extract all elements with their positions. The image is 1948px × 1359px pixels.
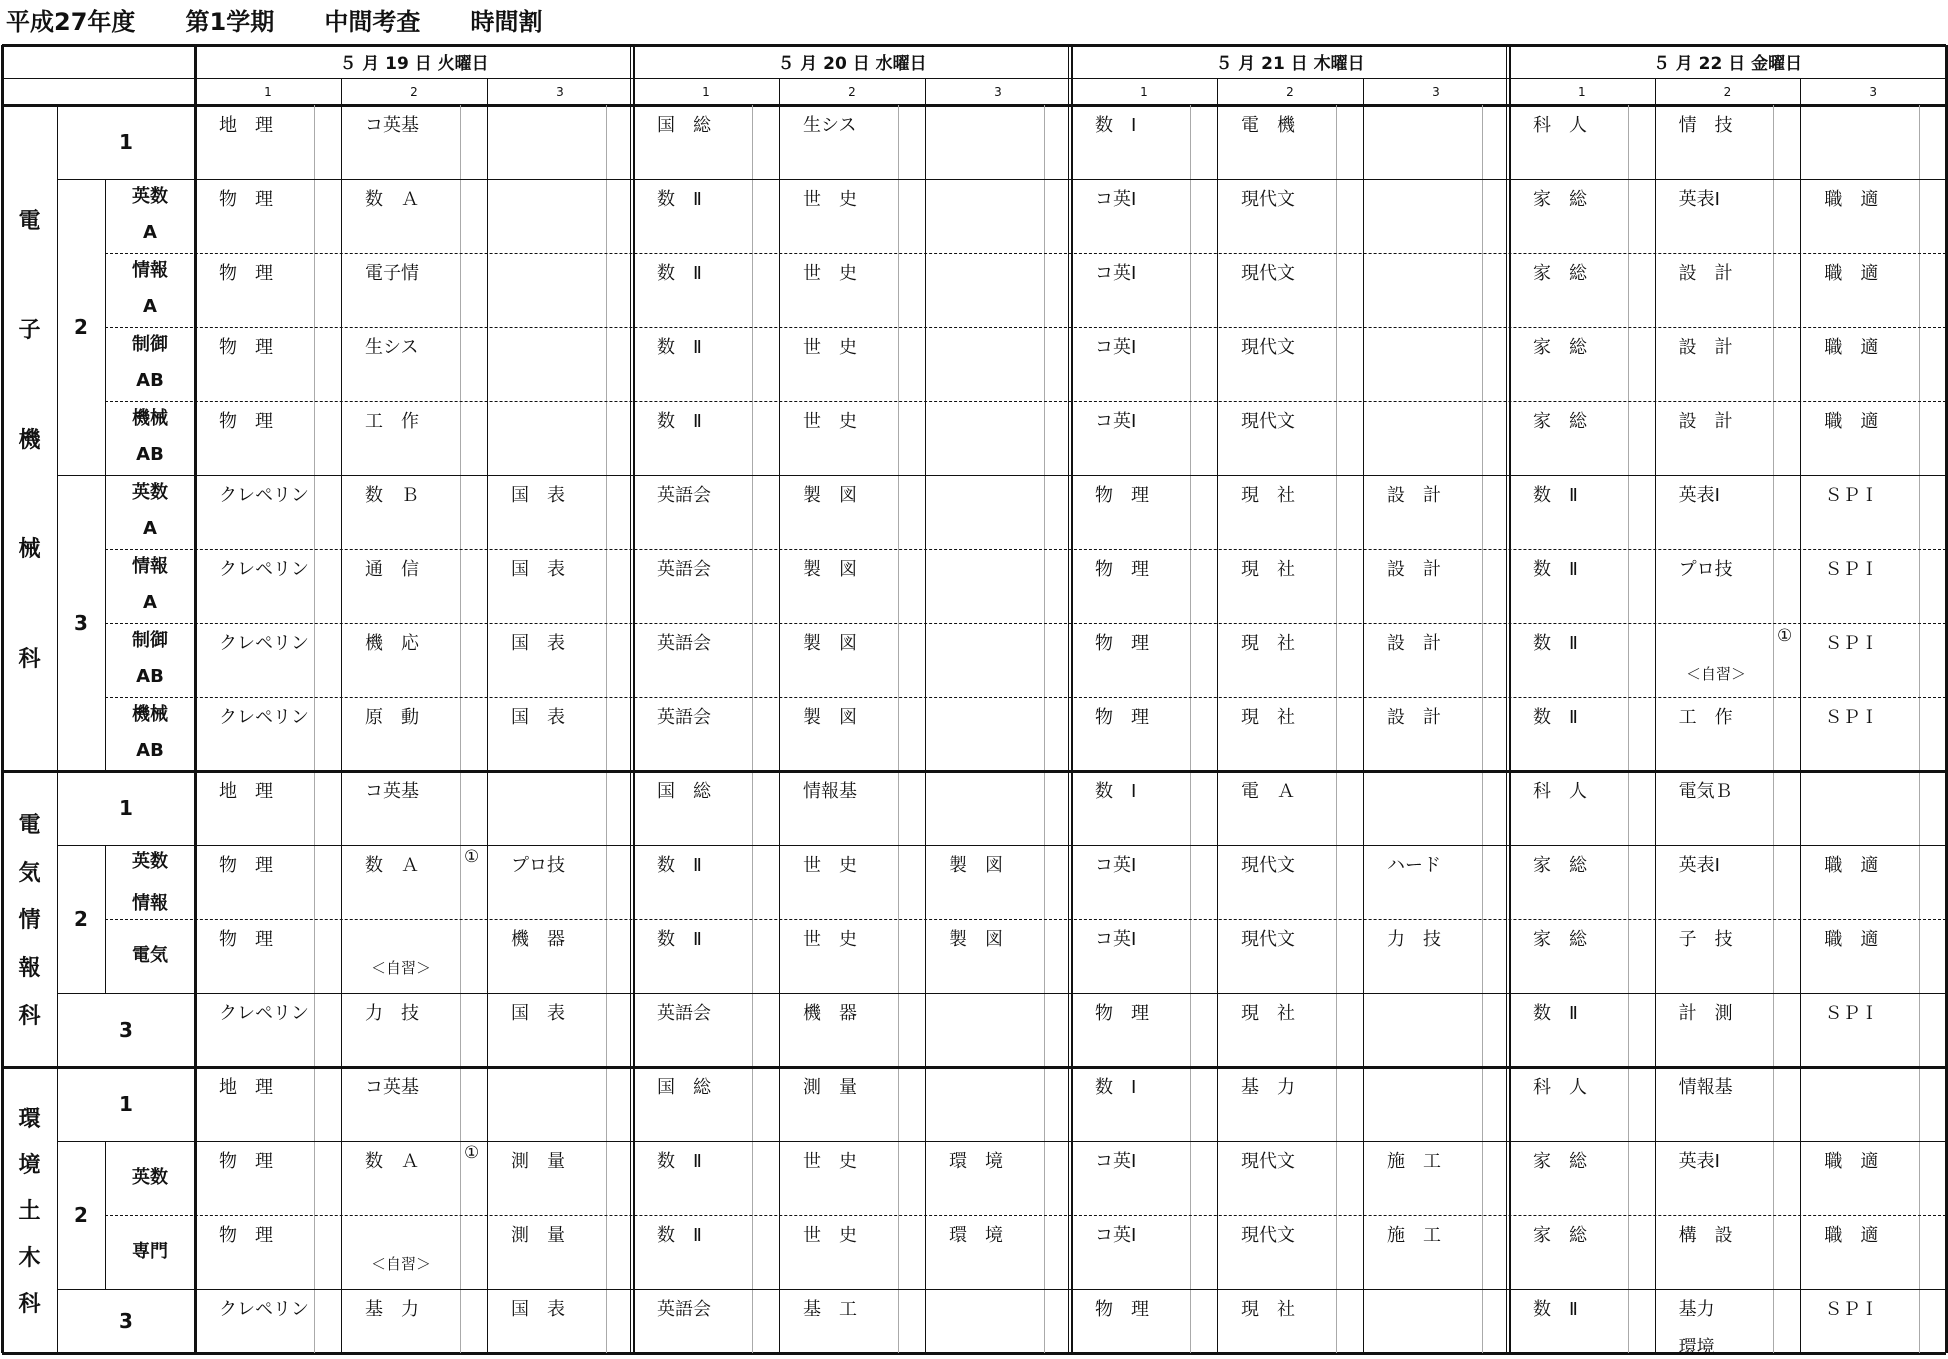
class-label: 機械 AB (132, 408, 168, 465)
subject-cell: ＳＰＩ (1824, 485, 1879, 506)
subject-cell: コ英Ⅰ (1095, 411, 1137, 432)
subject-cell: 物 理 (1095, 1299, 1149, 1320)
year-label: 1 (119, 1092, 133, 1116)
subject-cell: 英語会 (657, 707, 711, 728)
subject-cell: 職 適 (1824, 1151, 1879, 1172)
subject-cell: 物 理 (1095, 1003, 1149, 1024)
subject-cell: コ英Ⅰ (1095, 1151, 1137, 1172)
grid-line (1071, 45, 1073, 1353)
subject-cell: 数 Ⅱ (657, 337, 702, 358)
day-header: ５ 月 20 日 水曜日 (777, 54, 927, 74)
subject-cell: 数 Ⅱ (1533, 1003, 1578, 1024)
grid-line (105, 919, 1946, 920)
grid-line (105, 253, 1946, 254)
subject-cell: 設 計 (1387, 559, 1441, 580)
grid-line (1336, 105, 1337, 1353)
subject-cell: 製 図 (803, 707, 857, 728)
subject-cell: 電 機 (1241, 115, 1295, 136)
grid-line (57, 1141, 1946, 1142)
subject-cell: 計 測 (1678, 1003, 1733, 1024)
grid-line (1190, 105, 1191, 1353)
subject-cell: 家 総 (1533, 189, 1587, 210)
subject-cell: 現代文 (1241, 337, 1295, 358)
subject-cell: 英語会 (657, 633, 711, 654)
subject-cell: 物 理 (219, 855, 273, 876)
subject-cell: 職 適 (1824, 1225, 1879, 1246)
subject-cell: プロ技 (511, 855, 565, 876)
subject-cell: 国 表 (511, 1299, 565, 1320)
page-title: 平成27年度 第1学期 中間考査 時間割 (6, 8, 543, 36)
grid-line (57, 105, 58, 1353)
subject-cell: 原 動 (365, 707, 419, 728)
grid-line (779, 78, 780, 1353)
year-label: 2 (74, 315, 88, 339)
grid-line (1044, 105, 1045, 1353)
subject-cell (925, 105, 1071, 179)
subject-cell (925, 1289, 1071, 1353)
subject-cell: 現代文 (1241, 189, 1295, 210)
subject-cell: 英語会 (657, 1003, 711, 1024)
grid-line (57, 179, 1946, 180)
period-number: 2 (1286, 84, 1294, 99)
grid-line (630, 45, 631, 1353)
subject-cell: 電 Ａ (1241, 781, 1295, 802)
class-label: 情報 A (132, 260, 168, 317)
grid-line (925, 78, 926, 1353)
subject-cell (1363, 179, 1509, 253)
subject-cell: 機 器 (803, 1003, 857, 1024)
subject-cell: 情報基 (803, 781, 857, 802)
subject-cell: 英表Ⅰ (1678, 1151, 1720, 1172)
subject-cell: 数 Ⅱ (1533, 633, 1578, 654)
subject-cell: ハード (1387, 855, 1441, 876)
subject-cell (487, 771, 633, 845)
subject-cell: 基 力 (365, 1299, 419, 1320)
subject-cell: 家 総 (1533, 411, 1587, 432)
grid-line (57, 1289, 1946, 1290)
class-label: 専門 (132, 1241, 168, 1262)
subject-cell: 電子情 (365, 263, 419, 284)
subject-cell: 情 技 (1678, 115, 1733, 136)
subject-cell (925, 993, 1071, 1067)
subject-cell: クレペリン (219, 1299, 309, 1320)
subject-cell: 力 技 (1387, 929, 1441, 950)
subject-cell: 数 Ⅱ (1533, 1299, 1578, 1320)
subject-cell: 施 工 (1387, 1225, 1441, 1246)
subject-cell: 現 社 (1241, 633, 1295, 654)
grid-line (1482, 105, 1483, 1353)
subject-cell: 数 Ⅱ (657, 1225, 702, 1246)
grid-line (633, 45, 635, 1353)
subject-cell: 科 人 (1533, 781, 1587, 802)
day-header: ５ 月 22 日 金曜日 (1652, 54, 1803, 74)
subject-cell: コ英基 (365, 115, 419, 136)
subject-cell: 世 史 (803, 929, 857, 950)
subject-cell: 現 社 (1241, 1003, 1295, 1024)
grid-line (57, 993, 1946, 994)
subject-cell: 現代文 (1241, 263, 1295, 284)
subject-cell: 設 計 (1678, 411, 1733, 432)
subject-cell (487, 327, 633, 401)
subject-cell: 測 量 (803, 1077, 857, 1098)
period-number: 3 (1869, 84, 1877, 99)
subject-cell: 家 総 (1533, 263, 1587, 284)
self-study-note: ＜自習＞ (371, 959, 432, 977)
subject-cell: 国 表 (511, 633, 565, 654)
subject-cell: 数 Ａ (365, 855, 419, 876)
subject-cell: 現代文 (1241, 855, 1295, 876)
subject-cell (341, 1215, 487, 1289)
subject-cell: ＳＰＩ (1824, 633, 1879, 654)
subject-cell (1363, 993, 1509, 1067)
subject-cell: 職 適 (1824, 337, 1879, 358)
grid-line (1919, 105, 1920, 1353)
subject-cell: 現代文 (1241, 929, 1295, 950)
self-study-note: ＜自習＞ (1686, 665, 1747, 683)
subject-cell: 現 社 (1241, 559, 1295, 580)
grid-line (898, 105, 899, 1353)
subject-cell: 物 理 (1095, 485, 1149, 506)
subject-cell (925, 475, 1071, 549)
period-number: 3 (994, 84, 1002, 99)
subject-cell: 情報基 (1678, 1077, 1733, 1098)
circled-number: ① (1777, 626, 1793, 646)
department-name: 電 子 機 械 科 (18, 208, 41, 672)
subject-cell: 測 量 (511, 1151, 565, 1172)
subject-cell (1363, 1289, 1509, 1353)
subject-cell (1800, 105, 1946, 179)
subject-cell: 数 Ⅰ (1095, 781, 1137, 802)
year-label: 1 (119, 130, 133, 154)
subject-cell: 物 理 (219, 189, 273, 210)
period-number: 3 (1432, 84, 1440, 99)
subject-cell: 数 Ａ (365, 189, 419, 210)
grid-line (1, 45, 4, 1353)
subject-cell: クレペリン (219, 707, 309, 728)
subject-cell: 施 工 (1387, 1151, 1441, 1172)
period-number: 1 (702, 84, 710, 99)
subject-cell: 基 力 (1241, 1077, 1295, 1098)
subject-cell: 英表Ⅰ (1678, 485, 1720, 506)
subject-cell: 工 作 (1678, 707, 1733, 728)
subject-cell: 物 理 (219, 263, 273, 284)
department-name: 電 気 情 報 科 (18, 812, 41, 1030)
subject-cell: 測 量 (511, 1225, 565, 1246)
subject-cell (1363, 1067, 1509, 1141)
grid-line (341, 78, 342, 1353)
subject-cell: コ英Ⅰ (1095, 263, 1137, 284)
subject-cell: 数 Ⅱ (657, 855, 702, 876)
grid-line (1068, 45, 1069, 1353)
class-label: 制御 AB (132, 334, 168, 391)
grid-line (57, 845, 1946, 846)
subject-cell: 地 理 (219, 781, 273, 802)
subject-cell (1363, 105, 1509, 179)
subject-cell: コ英Ⅰ (1095, 855, 1137, 876)
year-label: 2 (74, 1203, 88, 1227)
subject-cell: 基 工 (803, 1299, 857, 1320)
subject-cell: 現 社 (1241, 485, 1295, 506)
grid-line (314, 105, 315, 1353)
subject-cell: 設 計 (1678, 337, 1733, 358)
subject-cell: 家 総 (1533, 337, 1587, 358)
subject-cell: 製 図 (803, 559, 857, 580)
subject-cell: 物 理 (219, 337, 273, 358)
subject-cell: 物 理 (1095, 633, 1149, 654)
subject-cell: 英語会 (657, 485, 711, 506)
subject-cell: コ英基 (365, 781, 419, 802)
subject-cell: ＳＰＩ (1824, 1299, 1879, 1320)
class-label: 機械 AB (132, 704, 168, 761)
grid-line (105, 1215, 1946, 1216)
subject-cell: 世 史 (803, 189, 857, 210)
subject-cell: 現代文 (1241, 1225, 1295, 1246)
subject-cell: ＳＰＩ (1824, 559, 1879, 580)
subject-cell: 数 Ⅱ (1533, 485, 1578, 506)
grid-line (1217, 78, 1218, 1353)
subject-cell: 機 応 (365, 633, 419, 654)
subject-cell: 職 適 (1824, 189, 1879, 210)
subject-cell: 設 計 (1678, 263, 1733, 284)
subject-cell: 職 適 (1824, 929, 1879, 950)
subject-cell: 数 Ⅱ (657, 929, 702, 950)
subject-cell: 環 境 (949, 1151, 1003, 1172)
circled-number: ① (464, 847, 480, 867)
class-label: 電気 (132, 945, 168, 966)
subject-cell: クレペリン (219, 485, 309, 506)
grid-line (1628, 105, 1629, 1353)
subject-cell: 家 総 (1533, 1151, 1587, 1172)
subject-cell (925, 327, 1071, 401)
subject-cell: 構 設 (1678, 1225, 1733, 1246)
period-number: 2 (410, 84, 418, 99)
subject-cell: 地 理 (219, 1077, 273, 1098)
subject-cell: 職 適 (1824, 855, 1879, 876)
grid-line (1363, 78, 1364, 1353)
subject-cell: 国 総 (657, 115, 711, 136)
subject-cell: コ英Ⅰ (1095, 337, 1137, 358)
subject-cell: 英語会 (657, 1299, 711, 1320)
subject-cell: 現 社 (1241, 707, 1295, 728)
subject-cell: コ英Ⅰ (1095, 189, 1137, 210)
subject-cell: 職 適 (1824, 411, 1879, 432)
grid-line (2, 1066, 1946, 1069)
subject-cell: 生シス (365, 337, 419, 358)
subject-cell: 国 総 (657, 1077, 711, 1098)
subject-cell: 世 史 (803, 1225, 857, 1246)
period-number: 1 (1578, 84, 1586, 99)
subject-cell: 世 史 (803, 337, 857, 358)
subject-cell: 現代文 (1241, 411, 1295, 432)
grid-line (57, 475, 1946, 476)
subject-cell: 家 総 (1533, 929, 1587, 950)
subject-cell: 物 理 (1095, 707, 1149, 728)
subject-cell: 物 理 (219, 411, 273, 432)
subject-cell: 数 Ｂ (365, 485, 419, 506)
subject-cell: 英語会 (657, 559, 711, 580)
subject-cell (487, 105, 633, 179)
grid-line (105, 697, 1946, 698)
subject-cell: 数 Ⅰ (1095, 1077, 1137, 1098)
grid-line (105, 401, 1946, 402)
subject-cell: 現代文 (1241, 1151, 1295, 1172)
subject-cell (1363, 771, 1509, 845)
subject-cell: 通 信 (365, 559, 419, 580)
grid-line (1773, 105, 1774, 1353)
subject-cell (487, 1067, 633, 1141)
subject-cell: 物 理 (219, 929, 273, 950)
year-label: 3 (119, 1309, 133, 1333)
grid-line (1506, 45, 1507, 1353)
subject-cell: コ英基 (365, 1077, 419, 1098)
self-study-note: ＜自習＞ (371, 1255, 432, 1273)
year-label: 1 (119, 796, 133, 820)
subject-cell (1800, 771, 1946, 845)
subject-cell: 家 総 (1533, 1225, 1587, 1246)
subject-cell: 環 境 (949, 1225, 1003, 1246)
subject-cell: 数 Ⅱ (657, 263, 702, 284)
subject-cell: 英表Ⅰ (1678, 855, 1720, 876)
subject-cell (925, 179, 1071, 253)
subject-cell (925, 623, 1071, 697)
subject-cell (925, 1067, 1071, 1141)
subject-cell: 世 史 (803, 411, 857, 432)
subject-cell (1363, 401, 1509, 475)
subject-cell (487, 253, 633, 327)
subject-cell: 製 図 (949, 855, 1003, 876)
subject-cell: 数 Ⅰ (1095, 115, 1137, 136)
class-label: 英数 A (132, 482, 168, 539)
subject-cell: 現 社 (1241, 1299, 1295, 1320)
subject-cell: 世 史 (803, 263, 857, 284)
subject-cell: 国 総 (657, 781, 711, 802)
grid-line (1655, 78, 1656, 1353)
period-number: 3 (556, 84, 564, 99)
subject-cell: 国 表 (511, 707, 565, 728)
period-number: 1 (1140, 84, 1148, 99)
grid-line (105, 327, 1946, 328)
subject-cell (487, 401, 633, 475)
subject-cell: コ英Ⅰ (1095, 1225, 1137, 1246)
subject-cell: 数 Ａ (365, 1151, 419, 1172)
subject-cell: 国 表 (511, 485, 565, 506)
year-label: 2 (74, 907, 88, 931)
grid-line (460, 105, 461, 1353)
subject-cell: 工 作 (365, 411, 419, 432)
subject-cell: 職 適 (1824, 263, 1879, 284)
subject-cell: クレペリン (219, 559, 309, 580)
subject-cell: 設 計 (1387, 633, 1441, 654)
subject-cell (1800, 1067, 1946, 1141)
subject-cell: プロ技 (1678, 559, 1733, 580)
subject-cell: ＳＰＩ (1824, 1003, 1879, 1024)
year-label: 3 (74, 611, 88, 635)
class-label: 英数 (132, 1167, 168, 1188)
subject-cell: 数 Ⅱ (1533, 707, 1578, 728)
day-header: ５ 月 19 日 火曜日 (339, 54, 489, 74)
subject-cell: 科 人 (1533, 115, 1587, 136)
subject-cell: 設 計 (1387, 485, 1441, 506)
subject-cell: 世 史 (803, 855, 857, 876)
subject-cell: 力 技 (365, 1003, 419, 1024)
subject-cell: 生シス (803, 115, 857, 136)
period-number: 2 (1723, 84, 1732, 99)
subject-cell (925, 697, 1071, 771)
subject-cell (487, 179, 633, 253)
grid-line (105, 549, 1946, 550)
subject-cell: 設 計 (1387, 707, 1441, 728)
subject-cell: 基力 環境 (1678, 1299, 1715, 1358)
period-number: 2 (848, 84, 856, 99)
subject-cell (1363, 253, 1509, 327)
grid-line (105, 623, 1946, 624)
subject-cell (925, 253, 1071, 327)
class-label: 英数 情報 (132, 850, 168, 914)
class-label: 英数 A (132, 186, 168, 243)
subject-cell: 世 史 (803, 1151, 857, 1172)
grid-line (2, 44, 1946, 47)
grid-line (1800, 78, 1801, 1353)
subject-cell (1363, 327, 1509, 401)
class-label: 情報 A (132, 556, 168, 613)
subject-cell: 製 図 (803, 633, 857, 654)
year-label: 3 (119, 1018, 133, 1042)
subject-cell: クレペリン (219, 633, 309, 654)
grid-line (606, 105, 607, 1353)
subject-cell: コ英Ⅰ (1095, 929, 1137, 950)
subject-cell: ＳＰＩ (1824, 707, 1879, 728)
grid-line (1509, 45, 1511, 1353)
subject-cell (925, 771, 1071, 845)
grid-line (487, 78, 488, 1353)
subject-cell: 英表Ⅰ (1678, 189, 1720, 210)
subject-cell: 物 理 (1095, 559, 1149, 580)
subject-cell: 物 理 (219, 1151, 273, 1172)
subject-cell: 数 Ⅱ (657, 189, 702, 210)
subject-cell: 子 技 (1678, 929, 1733, 950)
subject-cell: 科 人 (1533, 1077, 1587, 1098)
subject-cell: 数 Ⅱ (657, 1151, 702, 1172)
day-header: ５ 月 21 日 木曜日 (1215, 54, 1365, 74)
grid-line (194, 45, 197, 1353)
subject-cell (341, 919, 487, 993)
department-name: 環 境 土 木 科 (18, 1107, 41, 1317)
subject-cell (925, 401, 1071, 475)
class-label: 制御 AB (132, 630, 168, 687)
subject-cell: 物 理 (219, 1225, 273, 1246)
subject-cell: 機 器 (511, 929, 565, 950)
subject-cell: 国 表 (511, 559, 565, 580)
subject-cell: 数 Ⅱ (657, 411, 702, 432)
grid-line (2, 770, 1946, 773)
subject-cell: 電気Ｂ (1678, 781, 1733, 802)
subject-cell (925, 549, 1071, 623)
subject-cell: 家 総 (1533, 855, 1587, 876)
circled-number: ① (464, 1143, 480, 1163)
period-number: 1 (264, 84, 272, 99)
subject-cell: 製 図 (803, 485, 857, 506)
subject-cell: 製 図 (949, 929, 1003, 950)
grid-line (752, 105, 753, 1353)
subject-cell: 国 表 (511, 1003, 565, 1024)
subject-cell: 数 Ⅱ (1533, 559, 1578, 580)
subject-cell: 地 理 (219, 115, 273, 136)
subject-cell: クレペリン (219, 1003, 309, 1024)
